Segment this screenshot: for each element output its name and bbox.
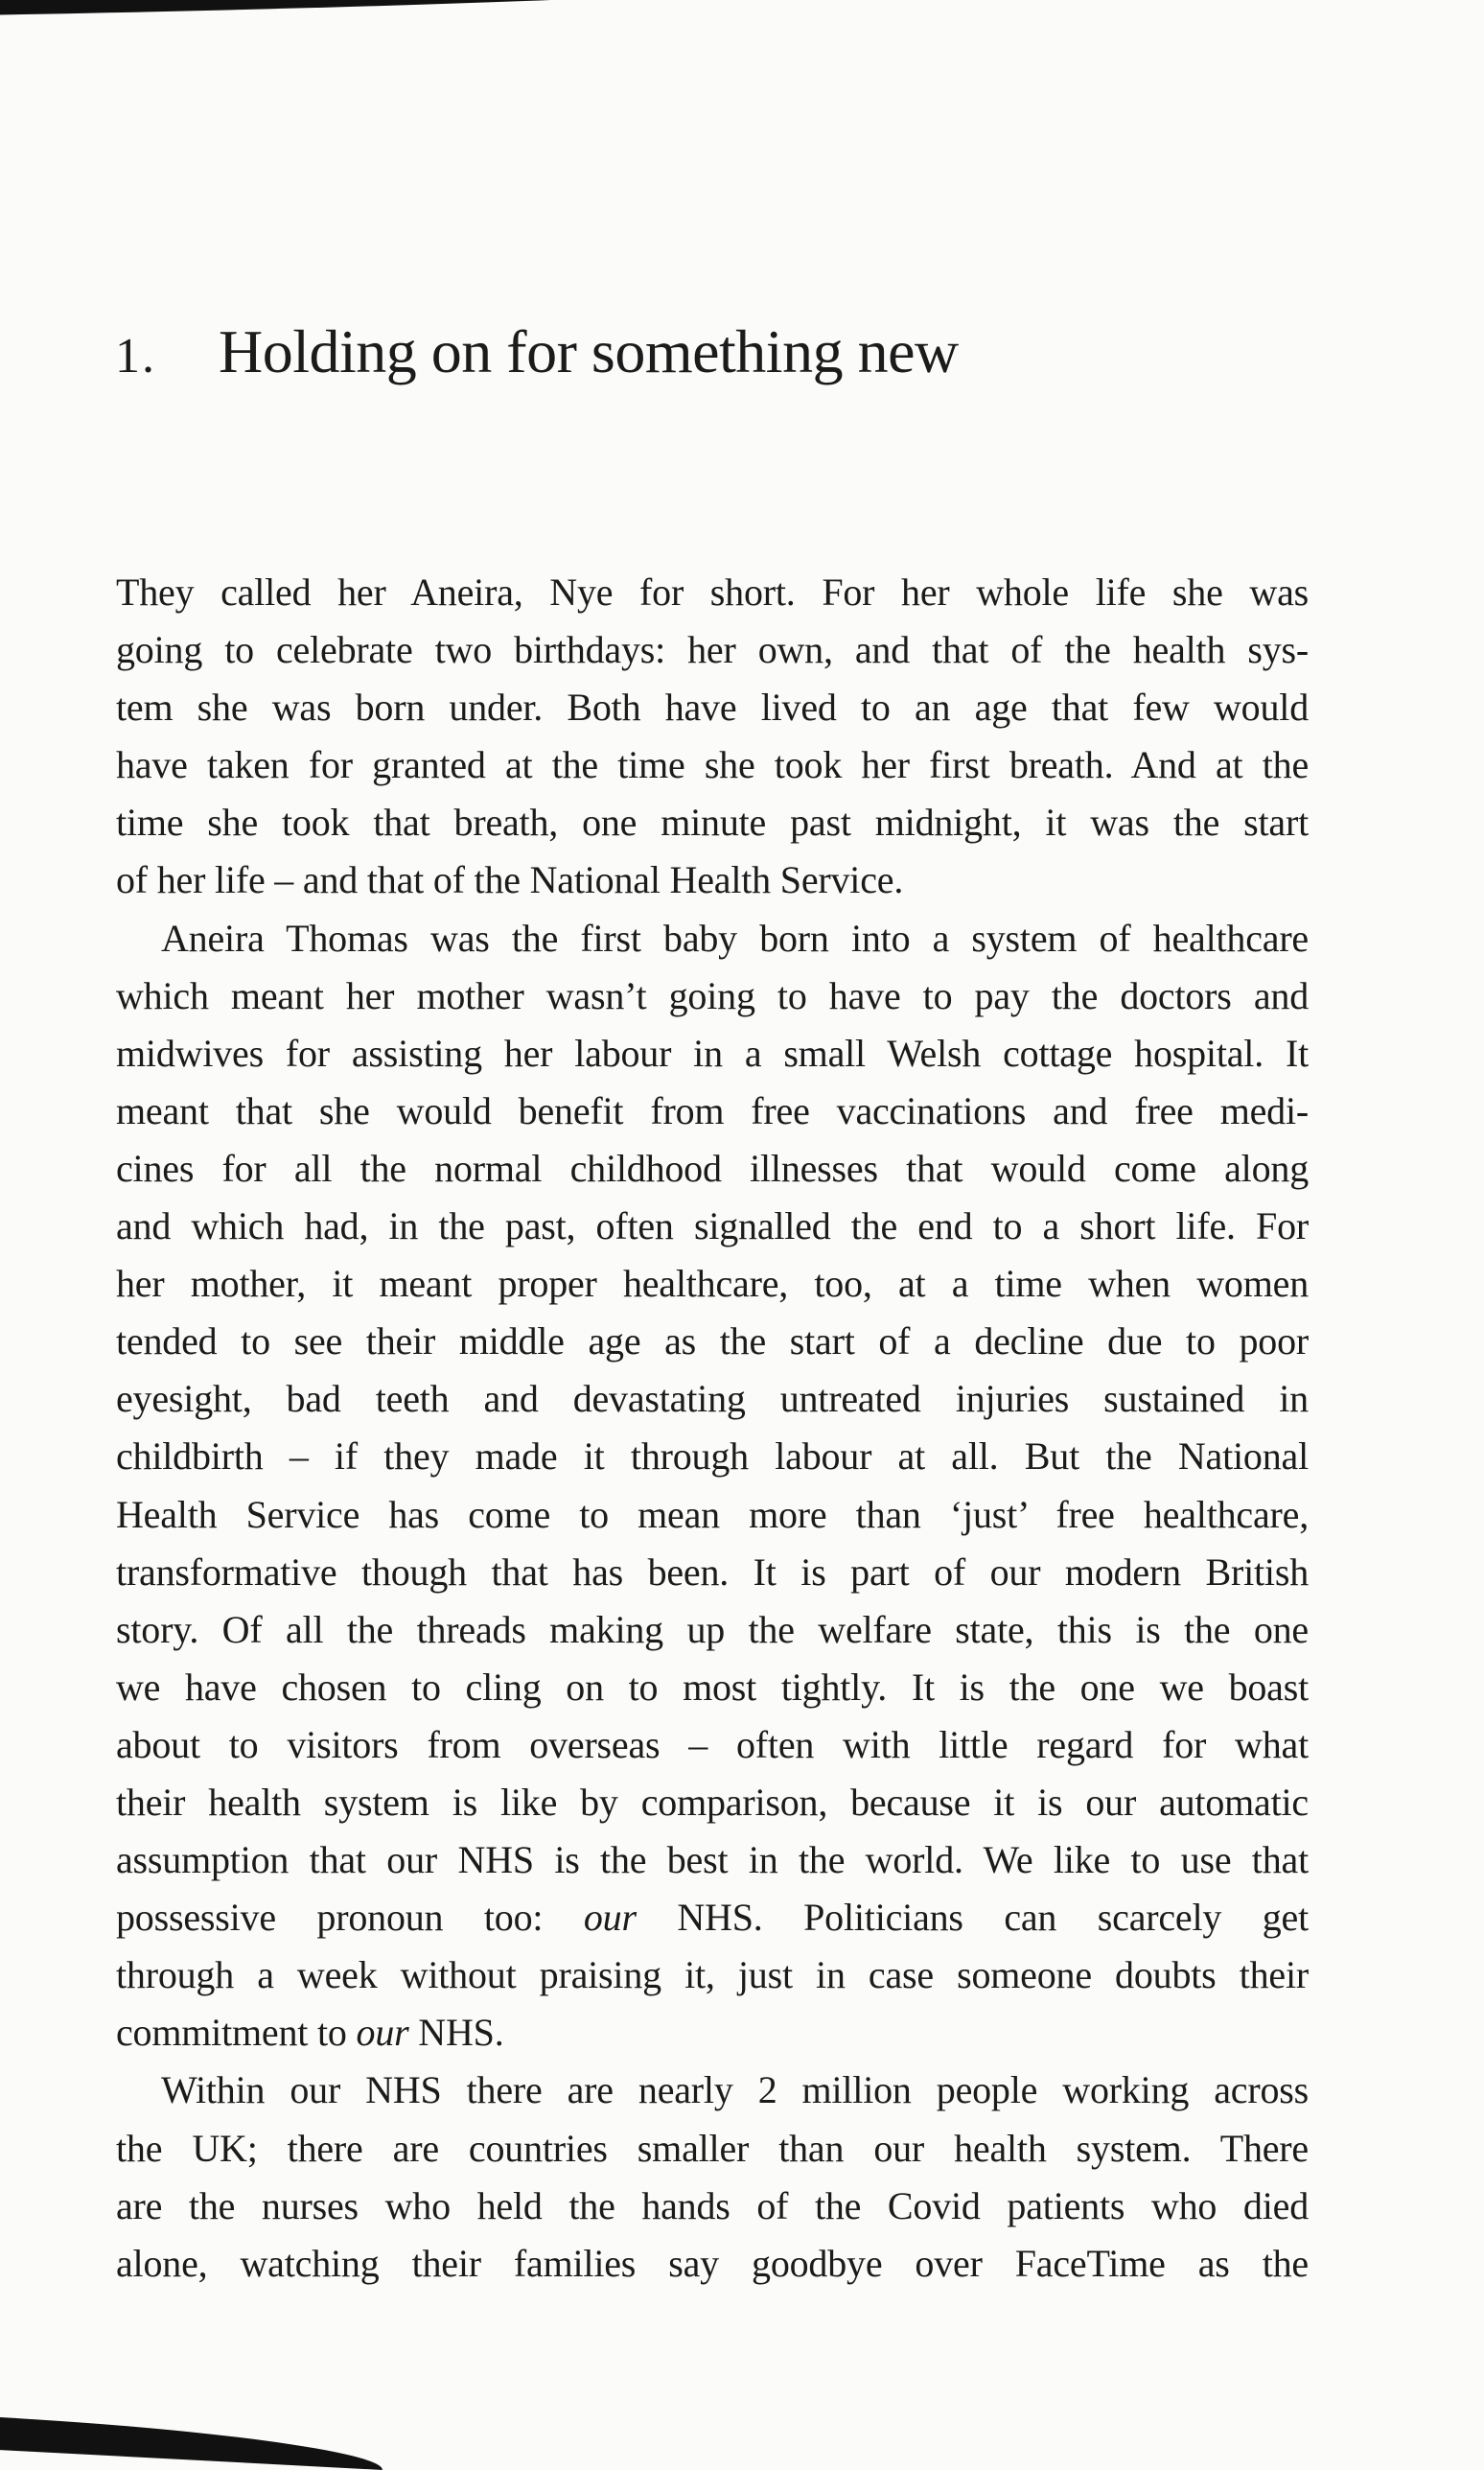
chapter-title: Holding on for something new xyxy=(219,317,959,385)
text-line: and which had, in the past, often signalled the end to a short life. For xyxy=(116,1204,1309,1248)
text-line: going to celebrate two birthdays: her own, and that of the health sys- xyxy=(116,628,1309,672)
chapter-heading xyxy=(115,316,959,387)
emphasis-our: our xyxy=(356,2011,409,2055)
paragraph xyxy=(116,910,1309,2062)
paragraph xyxy=(116,2062,1309,2292)
chapter-number: 1. xyxy=(115,329,156,384)
scan-shadow-top xyxy=(0,0,844,15)
text-line: cines for all the normal childhood illnesses that would come along xyxy=(116,1146,1309,1190)
text-line: her mother, it meant proper healthcare, too, at a time when women xyxy=(116,1262,1309,1306)
text-line: tended to see their middle age as the start of a decline due to poor xyxy=(116,1319,1309,1363)
body-text xyxy=(116,564,1309,2293)
text-line: about to visitors from overseas – often with little regard for what xyxy=(116,1722,1309,1766)
text-line: Aneira Thomas was the first baby born into a system of healthcare xyxy=(161,916,1309,960)
text-line: meant that she would benefit from free vaccinations and free medi- xyxy=(116,1088,1309,1132)
text-line: story. Of all the threads making up the welfare state, this is the one xyxy=(116,1607,1309,1651)
emphasis-our: our xyxy=(583,1896,637,1940)
text-line: of her life – and that of the National Health Service. xyxy=(116,858,904,902)
text-line: childbirth – if they made it through labour at all. But the National xyxy=(116,1434,1309,1479)
text-line xyxy=(116,1889,1309,1946)
text-line: the UK; there are countries smaller than our health system. There xyxy=(116,2126,1309,2170)
text-span: possessive pronoun too: xyxy=(116,1896,584,1940)
text-line: their health system is like by comparison, because it is our automatic xyxy=(116,1780,1309,1824)
text-span: NHS. Politicians can scarcely get xyxy=(636,1896,1309,1940)
text-line: alone, watching their families say goodbye over FaceTime as the xyxy=(116,2241,1309,2285)
text-line: Health Service has come to mean more than ‘just’ free healthcare, xyxy=(116,1492,1309,1536)
text-line: transformative though that has been. It is part of our modern British xyxy=(116,1550,1309,1594)
text-span: commitment to xyxy=(116,2011,357,2055)
text-line: through a week without praising it, just in case someone doubts their xyxy=(116,1953,1309,1997)
text-line: time she took that breath, one minute past midnight, it was the start xyxy=(116,801,1309,845)
text-span: NHS. xyxy=(408,2011,504,2055)
text-line: which meant her mother wasn’t going to have to pay the doctors and xyxy=(116,973,1309,1017)
text-line: assumption that our NHS is the best in the world. We like to use that xyxy=(116,1838,1309,1882)
text-line: midwives for assisting her labour in a small Welsh cottage hospital. It xyxy=(116,1031,1309,1075)
text-line xyxy=(116,2004,1309,2062)
scan-shadow-bottom xyxy=(0,2416,384,2470)
text-line: eyesight, bad teeth and devastating untreated injuries sustained in xyxy=(116,1377,1309,1421)
text-line: are the nurses who held the hands of the Covid patients who died xyxy=(116,2183,1309,2227)
text-line: Within our NHS there are nearly 2 million people working across xyxy=(161,2068,1309,2112)
paragraph xyxy=(116,564,1309,910)
text-line: we have chosen to cling on to most tightly. It is the one we boast xyxy=(116,1665,1309,1709)
text-line: have taken for granted at the time she took her first breath. And at the xyxy=(116,743,1309,787)
text-line: tem she was born under. Both have lived to an age that few would xyxy=(116,686,1309,730)
text-line: They called her Aneira, Nye for short. For her whole life she was xyxy=(116,571,1309,614)
